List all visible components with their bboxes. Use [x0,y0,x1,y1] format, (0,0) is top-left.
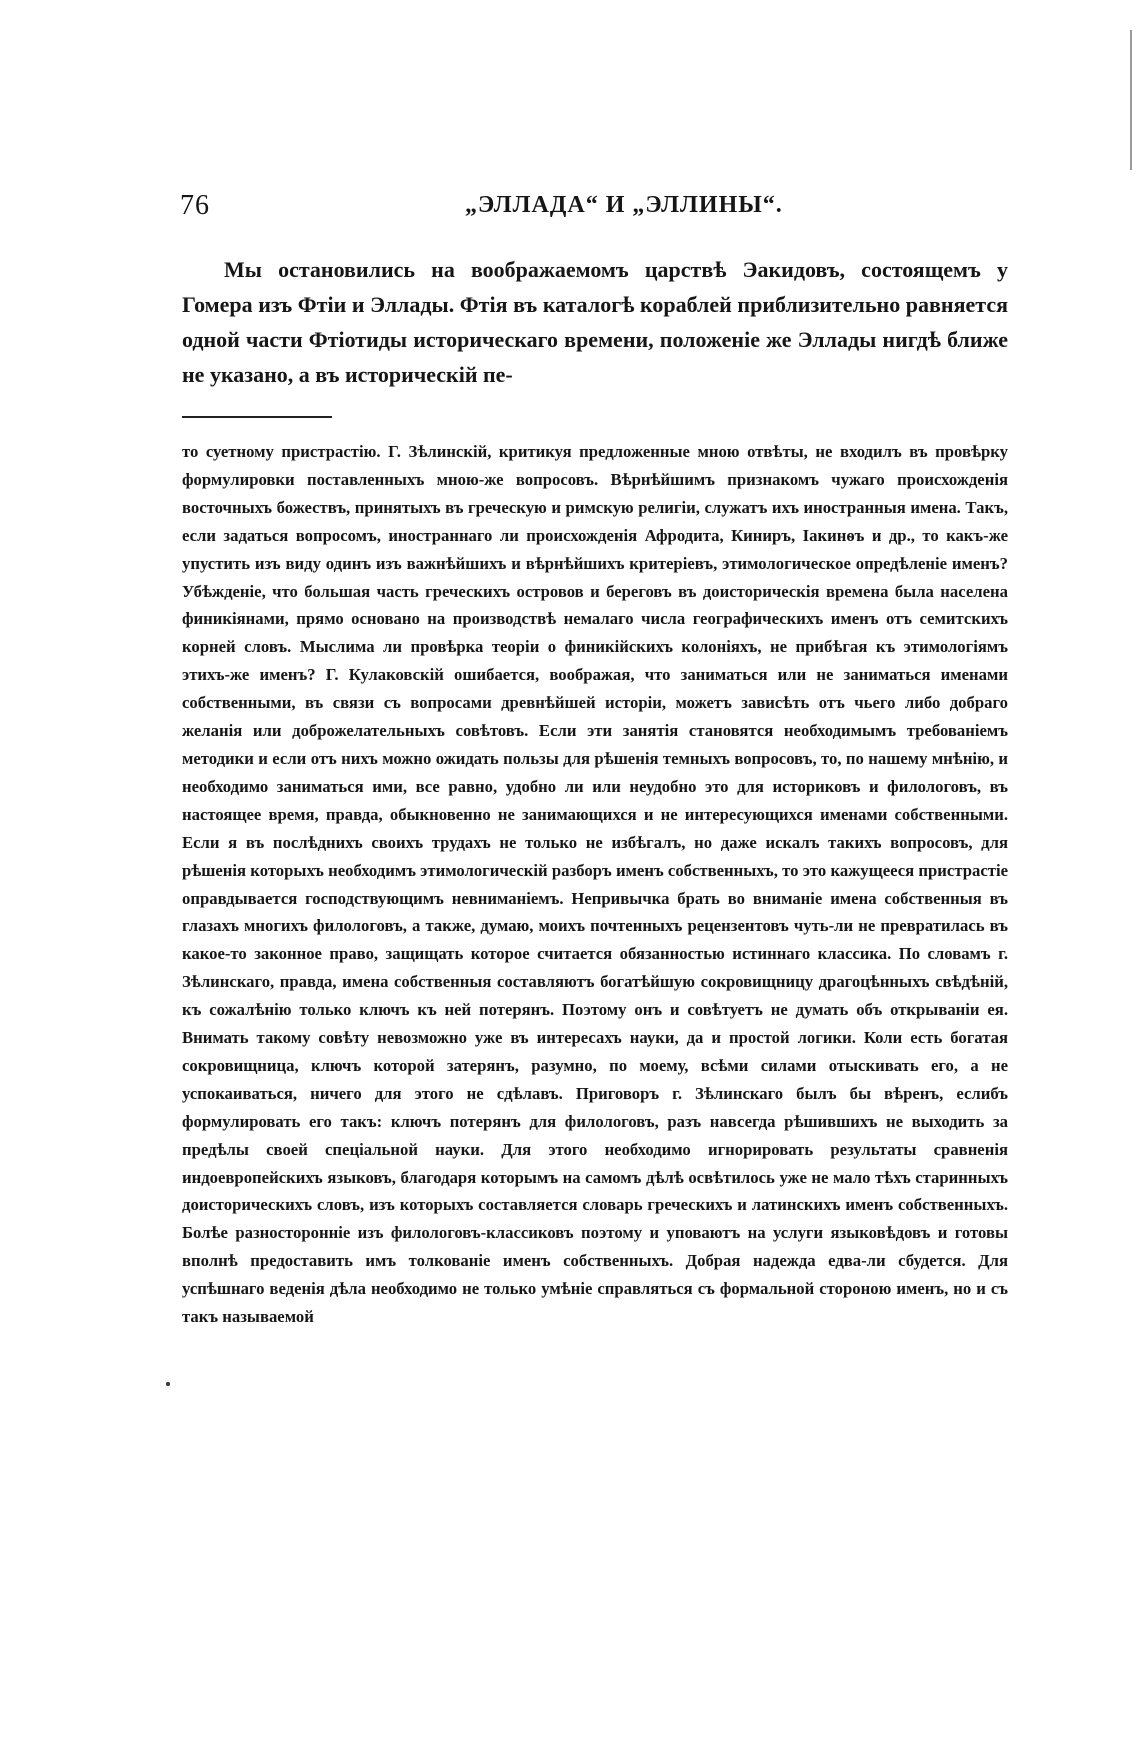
page-edge-scan-line [1130,30,1132,170]
page-number: 76 [180,190,210,221]
page-header [180,190,1010,230]
main-paragraph: Мы остановились на воображаемомъ царствѣ Эакидовъ, состоящемъ у Гомера изъ Фтіи и Эллады. Фтія въ каталогѣ кораблей приблизительно равняется одной части Фтіотиды историческаго времени, положеніе же Эллады нигдѣ ближе не указано, а въ историческій пе- [182,257,1008,387]
margin-dot-mark [166,1382,170,1386]
footnote-divider [182,416,332,418]
footnote-text: то суетному пристрастію. Г. Зѣлинскій, критикуя предложенные мною отвѣты, не входилъ въ провѣрку формулировки поставленныхъ мною-же вопросовъ. Вѣрнѣйшимъ признакомъ чужаго происхожденія восточныхъ божествъ, принятыхъ въ греческую и римскую религіи, служатъ ихъ иностранныя имена. Такъ, если задаться вопросомъ, иностраннаго ли происхожденія Афродита, Киниръ, Іакинѳъ и др., то какъ-же упустить изъ виду одинъ изъ важнѣйшихъ и вѣрнѣйшихъ критеріевъ, этимологическое опредѣленіе именъ? Убѣжденіе, что большая часть греческихъ островов и береговъ въ доисторическія времена была населена финикіянами, прямо основано на производствѣ немалаго числа географическихъ именъ отъ семитскихъ корней словъ. Мыслима ли провѣрка теоріи о финикійскихъ колоніяхъ, не прибѣгая къ этимологіямъ этихъ-же именъ? Г. Кулаковскій ошибается, воображая, что заниматься или не заниматься именами собственными, въ связи съ вопросами древнѣйшей исторіи, можетъ зависѣть отъ чьего либо добраго желанія или доброжелательныхъ совѣтовъ. Если эти занятія становятся необходимымъ требованіемъ методики и если отъ нихъ можно ожидать пользы для рѣшенія темныхъ вопросовъ, то, по нашему мнѣнію, и необходимо заниматься ими, все равно, удобно ли или неудобно это для историковъ и филологовъ, въ настоящее время, правда, обыкновенно не занимающихся и не интересующихся именами собственными. Если я въ послѣднихъ своихъ трудахъ не только не избѣгалъ, но даже искалъ такихъ вопросовъ, для рѣшенія которыхъ необходимъ этимологическій разборъ именъ собственныхъ, то это кажущееся пристрастіе оправдывается господствующимъ невниманіемъ. Непривычка брать во вниманіе имена собственныя въ глазахъ многихъ филологовъ, а также, думаю, моихъ почтенныхъ рецензентовъ чуть-ли не превратилась въ какое-то законное право, защищать которое считается обязанностью истиннаго классика. По словамъ г. Зѣлинскаго, правда, имена собственныя составляютъ богатѣйшую сокровищницу драгоцѣнныхъ свѣдѣній, къ сожалѣнію только ключъ къ ней потерянъ. Поэтому онъ и совѣтуетъ не думать объ открываніи ея. Внимать такому совѣту невозможно уже въ интересахъ науки, да и простой логики. Коли есть богатая сокровищница, ключъ которой затерянъ, разумно, по моему, всѣми силами отыскивать его, а не успокаиваться, ничего для этого не сдѣлавъ. Приговоръ г. Зѣлинскаго былъ бы вѣренъ, еслибъ формулировать его такъ: ключъ потерянъ для филологовъ, разъ навсегда рѣшившихъ не выходить за предѣлы своей спеціальной науки. Для этого необходимо игнорировать результаты сравненія индоевропейскихъ языковъ, благодаря которымъ на самомъ дѣлѣ освѣтилось уже не мало тѣхъ старинныхъ доисторическихъ словъ, изъ которыхъ составляется словарь греческихъ и латинскихъ именъ собственныхъ. Болѣе разносторонніе изъ филологовъ-классиковъ поэтому и уповаютъ на услуги языковѣдовъ и готовы вполнѣ предоставить имъ толкованіе именъ собственныхъ. Добрая надежда едва-ли сбудется. Для успѣшнаго веденія дѣла необходимо не только умѣніе справляться съ формальной стороною именъ, но и съ такъ называемой [182,442,1008,1327]
running-title: „ЭЛЛАДА“ И „ЭЛЛИНЫ“. [465,192,783,218]
